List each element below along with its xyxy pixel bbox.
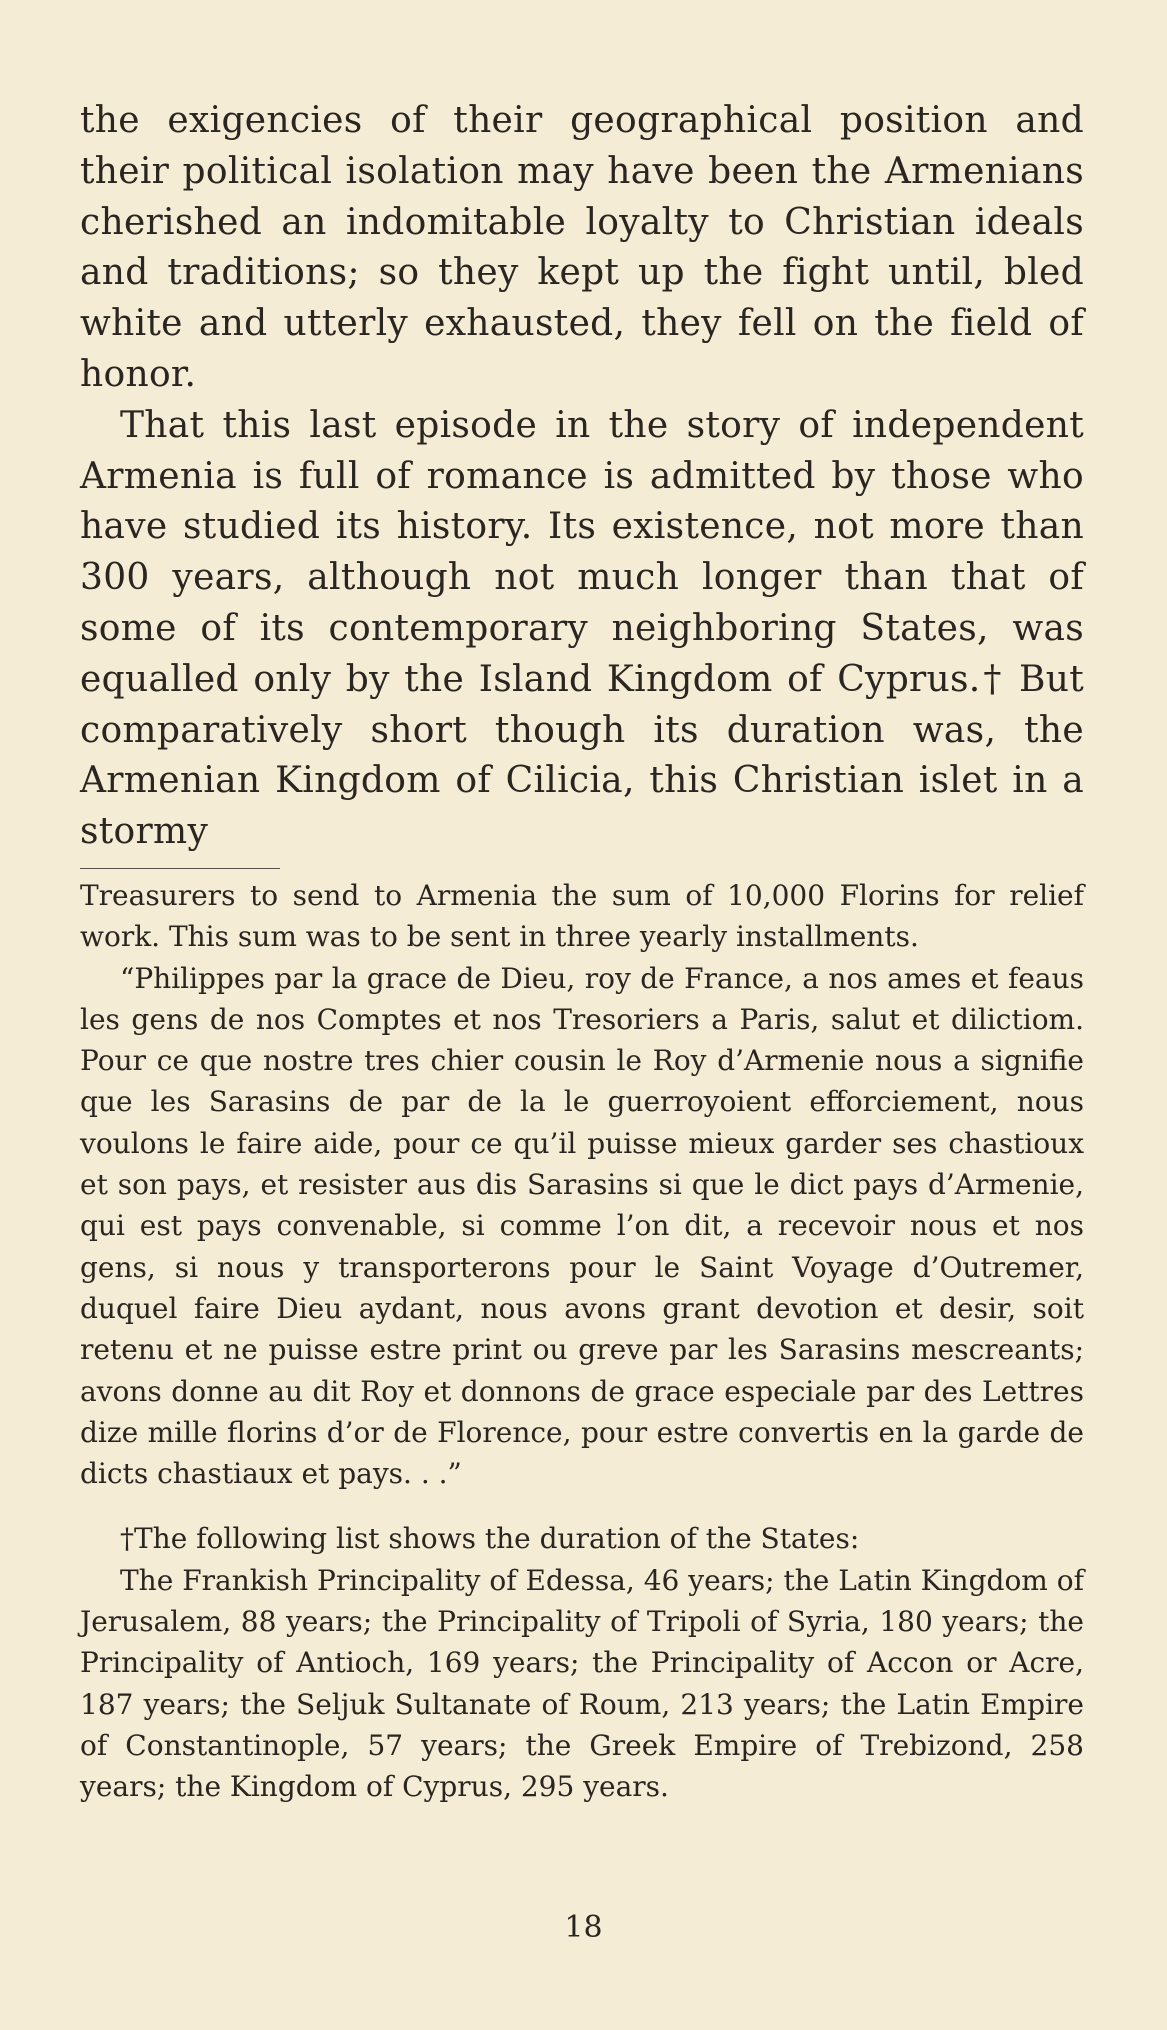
footnote-rule xyxy=(80,868,280,869)
body-paragraph-2: That this last episode in the story of independent Armenia is full of romance is admitted by those who have studied its history. Its existence, not more than 300 years, although not much longer than that of some of its contemporary neighboring States, was equalled only by the Island Kingdom of Cyprus.† But comparatively short though its duration was, the Armenian Kingdom of Cilicia, this Christian islet in a stormy xyxy=(80,404,1084,853)
main-text xyxy=(80,96,1084,858)
body-paragraph-1: the exigencies of their geographical position and their political isolation may have been the Armenians cherished an indomitable loyalty to Christian ideals and traditions; so they kept up the fight until, bled white and utterly exhausted, they fell on the field of honor. xyxy=(80,100,1084,395)
footnotes xyxy=(80,875,1084,1808)
footnote-continuation: Treasurers to send to Armenia the sum of 10,000 Florins for relief work. This sum was to be sent in three yearly installments. xyxy=(80,878,1084,954)
footnote-french-quote: “Philippes par la grace de Dieu, roy de France, a nos ames et feaus les gens de nos Comptes et nos Tresoriers a Paris, salut et dilictiom. Pour ce que nostre tres chier cousin le Roy d’Armenie nous a signifie que les Sarasins de par de la le guerroyoient efforciement, nous voulons le faire aide, pour ce qu’il puisse mieux garder ses chastioux et son pays, et resister aus dis Sarasins si que le dict pays d’Armenie, qui est pays convenable, si comme l’on dit, a recevoir nous et nos gens, si nous y transporterons pour le Saint Voyage d’Outremer, duquel faire Dieu aydant, nous avons grant devotion et desir, soit retenu et ne puisse estre print ou greve par les Sarasins mescreants; avons donne au dit Roy et donnons de grace especiale par des Lettres dize mille florins d’or de Florence, pour estre convertis en la garde de dicts chastiaux et pays. . .” xyxy=(80,961,1084,1491)
footnote-dagger-list: The Frankish Principality of Edessa, 46 years; the Latin Kingdom of Jerusalem, 88 years; the Principality of Tripoli of Syria, 180 years; the Principality of Antioch, 169 years; the Principality of Accon or Acre, 187 years; the Seljuk Sultanate of Roum, 213 years; the Latin Empire of Constantinople, 57 years; the Greek Empire of Trebizond, 258 years; the Kingdom of Cyprus, 295 years. xyxy=(80,1563,1084,1804)
book-page xyxy=(80,96,1084,1996)
footnote-dagger-intro: †The following list shows the duration of the States: xyxy=(120,1522,860,1556)
page-number: 18 xyxy=(564,1910,603,1945)
